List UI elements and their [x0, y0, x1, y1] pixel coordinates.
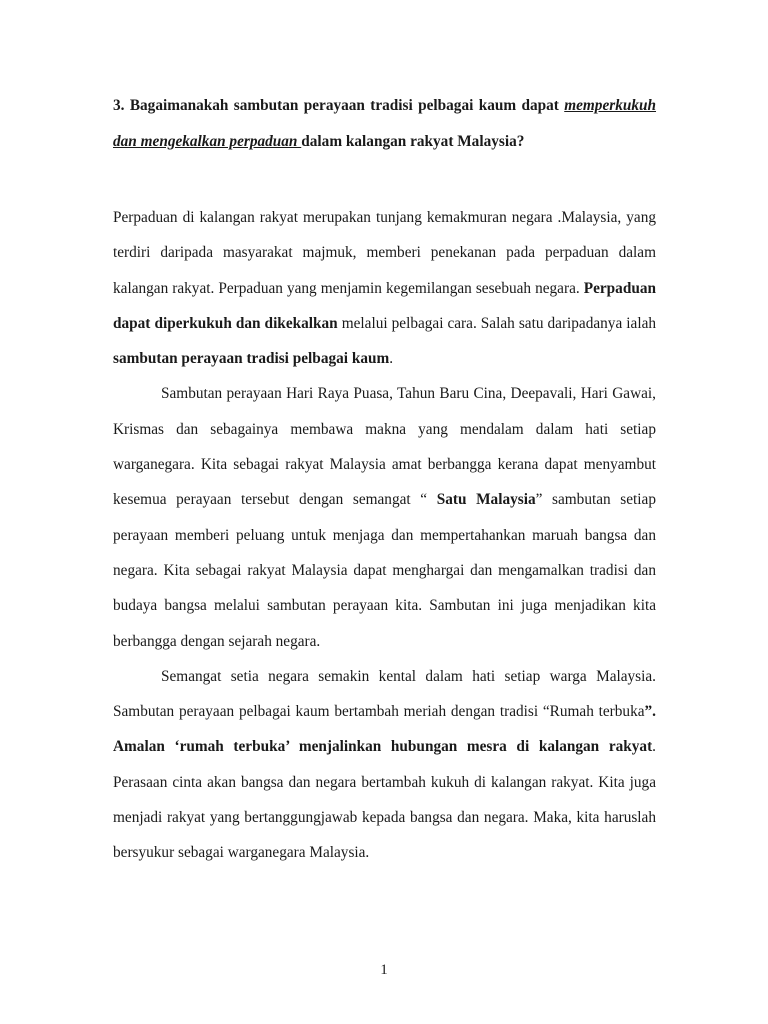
- paragraph-open-house: [113, 659, 656, 871]
- paragraph-intro-bold1: Perpaduan dapat diperkukuh dan dikekalkan: [113, 279, 656, 332]
- question-text-part2: dalam kalangan rakyat Malaysia?: [301, 133, 525, 150]
- paragraph-celebrations-text1: Sambutan perayaan Hari Raya Puasa, Tahun Baru Cina, Deepavali, Hari Gawai, Krismas dan sebagainya membawa makna yang mendalam dalam hati setiap warganegara. Kita sebagai rakyat Malaysia amat berbangga kerana dapat menyambut kesemua perayaan tersebut dengan semangat “: [113, 385, 656, 509]
- paragraph-celebrations-text2: ” sambutan setiap perayaan memberi peluang untuk menjaga dan mempertahankan maruah bangsa dan negara. Kita sebagai rakyat Malaysia dapat menghargai dan mengamalkan tradisi dan budaya bangsa melalui sambutan perayaan kita. Sambutan ini juga menjadikan kita berbangga dengan sejarah negara.: [113, 491, 656, 650]
- question-emphasis: memperkukuh dan mengekalkan perpaduan: [113, 97, 657, 150]
- paragraph-open-house-text1: Semangat setia negara semakin kental dalam hati setiap warga Malaysia. Sambutan perayaan pelbagai kaum bertambah meriah dengan tradisi “Rumah terbuka: [113, 667, 656, 721]
- paragraph-intro: [113, 200, 656, 376]
- question-heading: [113, 88, 656, 160]
- paragraph-intro-text3: .: [389, 350, 394, 368]
- question-number: 3.: [113, 97, 130, 114]
- paragraph-intro-text2: melalui pelbagai cara. Salah satu daripadanya ialah: [337, 314, 657, 332]
- question-text-part1: Bagaimanakah sambutan perayaan tradisi pelbagai kaum dapat: [129, 97, 565, 114]
- paragraph-intro-text1: Perpaduan di kalangan rakyat merupakan tunjang kemakmuran negara .Malaysia, yang terdiri daripada masyarakat majmuk, memberi penekanan pada perpaduan dalam kalangan rakyat. Perpaduan yang menjamin kegemilangan sesebuah negara.: [113, 209, 656, 297]
- document-body: [113, 88, 656, 871]
- paragraph-open-house-bold1: ”. Amalan ‘rumah terbuka’ menjalinkan hubungan mesra di kalangan rakyat: [113, 703, 656, 756]
- paragraph-celebrations: [113, 376, 656, 658]
- paragraph-celebrations-bold1: Satu Malaysia: [436, 491, 536, 509]
- page-number: 1: [380, 962, 388, 978]
- paragraph-intro-bold2: sambutan perayaan tradisi pelbagai kaum: [113, 350, 390, 368]
- paragraph-open-house-text2: . Perasaan cinta akan bangsa dan negara bertambah kukuh di kalangan rakyat. Kita juga menjadi rakyat yang bertanggungjawab kepada bangsa dan negara. Maka, kita haruslah bersyukur sebagai warganegara Malaysia.: [113, 738, 656, 862]
